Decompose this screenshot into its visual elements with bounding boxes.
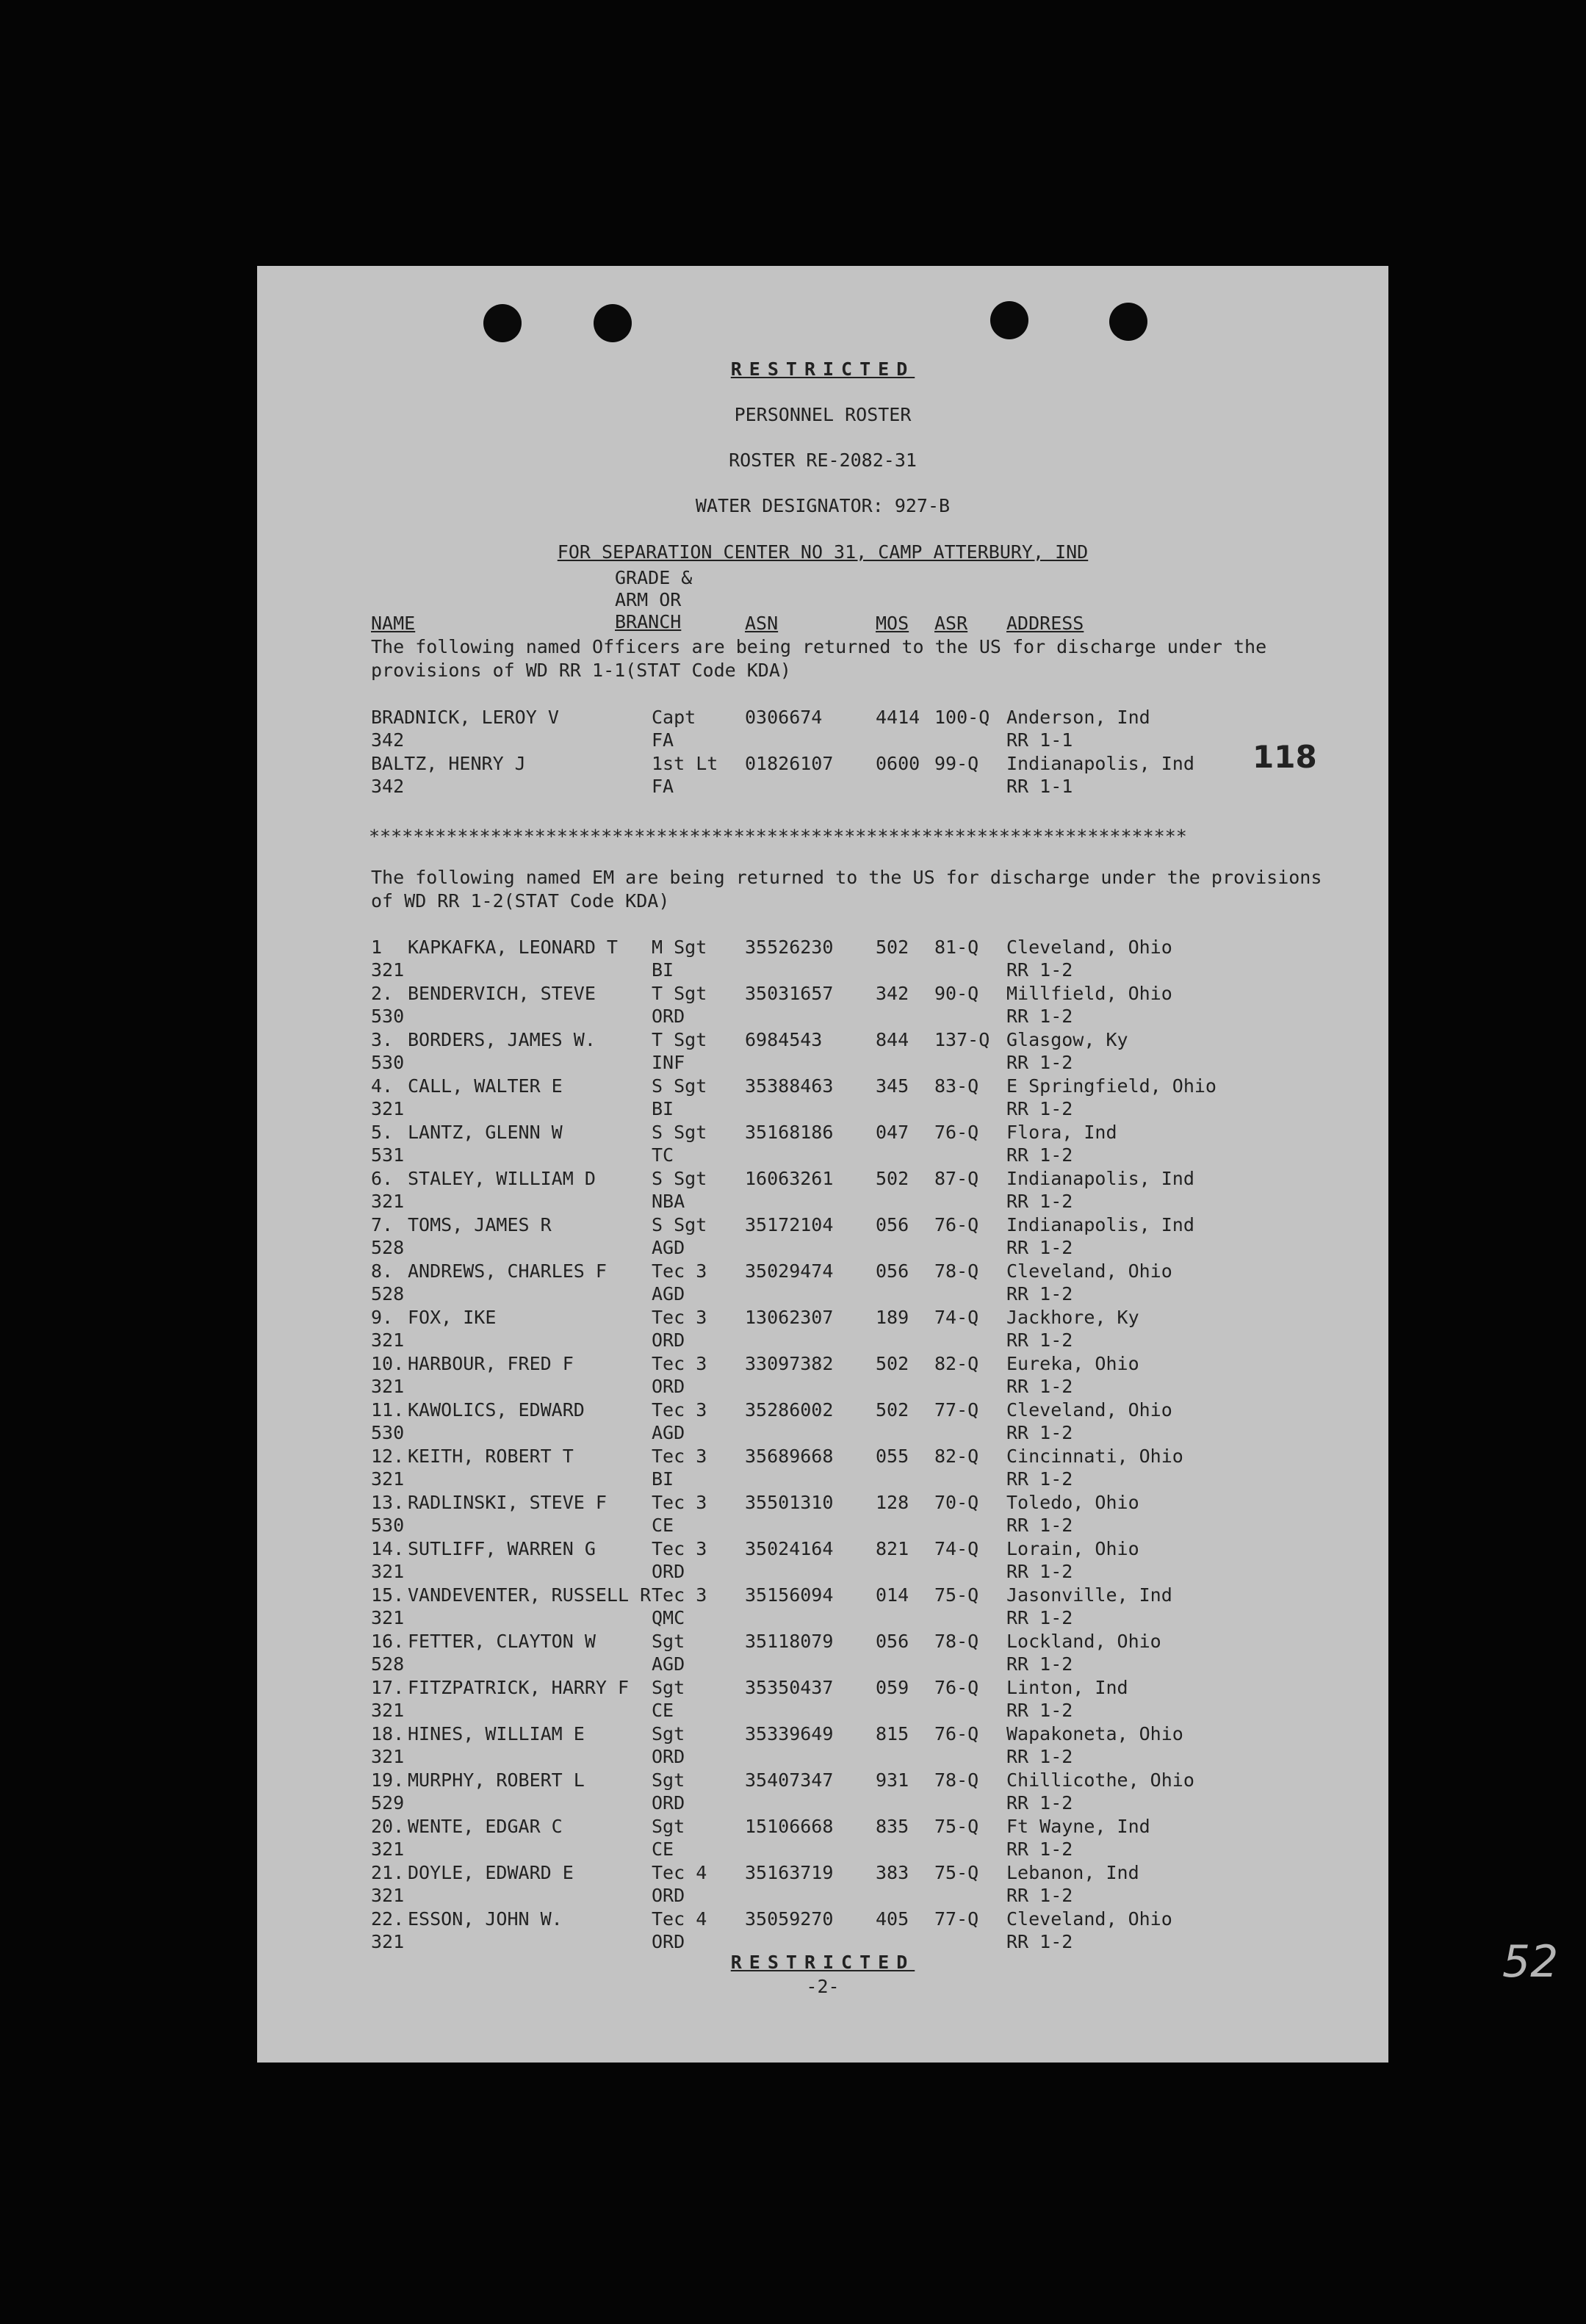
em-mos: 821: [876, 1538, 909, 1559]
em-branch: CE: [652, 1515, 674, 1536]
em-number: 11.: [371, 1399, 405, 1421]
em-code: 321: [371, 1746, 405, 1767]
em-branch: ORD: [652, 1376, 685, 1397]
officers-branch: FA: [652, 776, 674, 797]
em-number: 21.: [371, 1862, 405, 1883]
em-row: [257, 1584, 1388, 1631]
em-asr: 82-Q: [934, 1353, 979, 1374]
em-mos: 502: [876, 1353, 909, 1374]
em-address: Indianapolis, Ind: [1006, 1168, 1194, 1189]
officers-mos: 4414: [876, 707, 920, 728]
em-grade: T Sgt: [652, 983, 707, 1004]
em-address: Chillicothe, Ohio: [1006, 1769, 1194, 1791]
em-asr: 90-Q: [934, 983, 979, 1004]
em-rr: RR 1-2: [1006, 1052, 1073, 1073]
em-number: 19.: [371, 1769, 405, 1791]
em-rr: RR 1-2: [1006, 1746, 1073, 1767]
officers-code: 342: [371, 776, 405, 797]
em-branch: AGD: [652, 1422, 685, 1443]
classification-bottom: RESTRICTED: [730, 1952, 915, 1973]
roster-number: ROSTER RE-2082-31: [729, 450, 917, 471]
em-asn: 35339649: [745, 1723, 834, 1744]
em-asn: 33097382: [745, 1353, 834, 1374]
em-rr: RR 1-2: [1006, 1191, 1073, 1212]
em-address: Jasonville, Ind: [1006, 1584, 1172, 1606]
em-address: Cincinnati, Ohio: [1006, 1446, 1183, 1467]
officers-row: [257, 707, 1388, 754]
em-branch: BI: [652, 959, 674, 981]
em-asn: 35163719: [745, 1862, 834, 1883]
em-grade: Tec 4: [652, 1862, 707, 1883]
em-address: Lockland, Ohio: [1006, 1631, 1161, 1652]
officers-address: Anderson, Ind: [1006, 707, 1150, 728]
em-address: Eureka, Ohio: [1006, 1353, 1139, 1374]
em-address: Lorain, Ohio: [1006, 1538, 1139, 1559]
em-row: [257, 1307, 1388, 1354]
em-name: KAPKAFKA, LEONARD T: [408, 937, 618, 958]
punch-hole-1: [483, 304, 522, 342]
em-asn: 35388463: [745, 1075, 834, 1097]
em-rr: RR 1-2: [1006, 1515, 1073, 1536]
em-asr: 82-Q: [934, 1446, 979, 1467]
em-asr: 87-Q: [934, 1168, 979, 1189]
em-grade: M Sgt: [652, 937, 707, 958]
officers-name: BRADNICK, LEROY V: [371, 707, 559, 728]
em-asr: 74-Q: [934, 1307, 979, 1328]
em-address: Linton, Ind: [1006, 1677, 1128, 1698]
em-code: 321: [371, 1838, 405, 1860]
em-name: DOYLE, EDWARD E: [408, 1862, 574, 1883]
officers-asr: 99-Q: [934, 753, 979, 774]
em-branch: CE: [652, 1700, 674, 1721]
officers-row: [257, 753, 1388, 800]
em-address: Jackhore, Ky: [1006, 1307, 1139, 1328]
em-row: [257, 1075, 1388, 1122]
em-number: 18.: [371, 1723, 405, 1744]
em-asr: 75-Q: [934, 1816, 979, 1837]
em-address: Lebanon, Ind: [1006, 1862, 1139, 1883]
em-asr: 76-Q: [934, 1677, 979, 1698]
em-number: 7.: [371, 1214, 394, 1235]
em-branch: ORD: [652, 1561, 685, 1582]
em-asr: 83-Q: [934, 1075, 979, 1097]
em-asn: 35059270: [745, 1908, 834, 1930]
em-address: Glasgow, Ky: [1006, 1029, 1128, 1050]
em-rr: RR 1-2: [1006, 1885, 1073, 1906]
em-grade: Tec 3: [652, 1446, 707, 1467]
em-mos: 047: [876, 1122, 909, 1143]
em-number: 10.: [371, 1353, 405, 1374]
em-name: VANDEVENTER, RUSSELL R: [408, 1584, 652, 1606]
em-number: 2.: [371, 983, 394, 1004]
em-number: 14.: [371, 1538, 405, 1559]
em-asn: 35029474: [745, 1260, 834, 1282]
em-mos: 056: [876, 1260, 909, 1282]
document-title: PERSONNEL ROSTER: [734, 404, 912, 425]
em-asn: 35689668: [745, 1446, 834, 1467]
em-branch: ORD: [652, 1931, 685, 1952]
em-asn: 35407347: [745, 1769, 834, 1791]
em-grade: Tec 4: [652, 1908, 707, 1930]
col-asn: ASN: [745, 613, 779, 634]
officers-asn: 0306674: [745, 707, 823, 728]
em-branch: NBA: [652, 1191, 685, 1212]
officers-asr: 100-Q: [934, 707, 990, 728]
em-address: Flora, Ind: [1006, 1122, 1117, 1143]
em-name: MURPHY, ROBERT L: [408, 1769, 585, 1791]
em-row: [257, 1769, 1388, 1816]
em-rr: RR 1-2: [1006, 959, 1073, 981]
em-grade: Tec 3: [652, 1538, 707, 1559]
em-grade: S Sgt: [652, 1214, 707, 1235]
em-asr: 77-Q: [934, 1399, 979, 1421]
em-asr: 70-Q: [934, 1492, 979, 1513]
em-asr: 76-Q: [934, 1214, 979, 1235]
em-row: [257, 1862, 1388, 1909]
em-number: 9.: [371, 1307, 394, 1328]
officers-asn: 01826107: [745, 753, 834, 774]
em-intro: The following named EM are being returned to the US for discharge under the provisions of WD RR 1-2(STAT Code KDA): [371, 867, 1333, 912]
em-mos: 189: [876, 1307, 909, 1328]
em-mos: 405: [876, 1908, 909, 1930]
em-asr: 74-Q: [934, 1538, 979, 1559]
em-rr: RR 1-2: [1006, 1283, 1073, 1304]
em-row: [257, 1260, 1388, 1307]
em-rr: RR 1-2: [1006, 1468, 1073, 1490]
em-asn: 35286002: [745, 1399, 834, 1421]
em-grade: Tec 3: [652, 1353, 707, 1374]
em-grade: Tec 3: [652, 1260, 707, 1282]
em-row: [257, 1908, 1388, 1955]
officers-grade: Capt: [652, 707, 696, 728]
em-code: 528: [371, 1653, 405, 1675]
em-number: 20.: [371, 1816, 405, 1837]
em-branch: AGD: [652, 1237, 685, 1258]
em-name: BORDERS, JAMES W.: [408, 1029, 596, 1050]
em-rr: RR 1-2: [1006, 1792, 1073, 1814]
em-name: LANTZ, GLENN W: [408, 1122, 563, 1143]
em-asn: 35501310: [745, 1492, 834, 1513]
em-rr: RR 1-2: [1006, 1144, 1073, 1166]
em-name: KEITH, ROBERT T: [408, 1446, 574, 1467]
em-asn: 35031657: [745, 983, 834, 1004]
em-branch: ORD: [652, 1746, 685, 1767]
em-mos: 056: [876, 1214, 909, 1235]
em-code: 529: [371, 1792, 405, 1814]
em-asn: 35168186: [745, 1122, 834, 1143]
em-code: 528: [371, 1283, 405, 1304]
em-code: 530: [371, 1422, 405, 1443]
em-mos: 055: [876, 1446, 909, 1467]
punch-hole-3: [990, 301, 1028, 339]
em-mos: 931: [876, 1769, 909, 1791]
separator-line: **************************************************************************: [369, 826, 1187, 847]
em-asr: 78-Q: [934, 1769, 979, 1791]
em-branch: ORD: [652, 1329, 685, 1351]
em-number: 6.: [371, 1168, 394, 1189]
em-number: 16.: [371, 1631, 405, 1652]
officers-rr: RR 1-1: [1006, 776, 1073, 797]
em-branch: ORD: [652, 1006, 685, 1027]
em-rr: RR 1-2: [1006, 1237, 1073, 1258]
em-grade: Tec 3: [652, 1492, 707, 1513]
officers-name: BALTZ, HENRY J: [371, 753, 526, 774]
em-address: E Springfield, Ohio: [1006, 1075, 1216, 1097]
em-mos: 014: [876, 1584, 909, 1606]
em-code: 321: [371, 1376, 405, 1397]
em-address: Cleveland, Ohio: [1006, 1908, 1172, 1930]
em-number: 12.: [371, 1446, 405, 1467]
em-code: 321: [371, 959, 405, 981]
em-number: 5.: [371, 1122, 394, 1143]
em-rr: RR 1-2: [1006, 1561, 1073, 1582]
em-number: 22.: [371, 1908, 405, 1930]
em-grade: Sgt: [652, 1769, 685, 1791]
em-rr: RR 1-2: [1006, 1329, 1073, 1351]
water-designator: WATER DESIGNATOR: 927-B: [695, 495, 951, 516]
em-branch: CE: [652, 1838, 674, 1860]
em-grade: Sgt: [652, 1723, 685, 1744]
em-asr: 81-Q: [934, 937, 979, 958]
page-number: -2-: [806, 1976, 840, 1997]
officers-address: Indianapolis, Ind: [1006, 753, 1194, 774]
em-code: 531: [371, 1144, 405, 1166]
em-number: 1: [371, 937, 383, 958]
em-row: [257, 937, 1388, 984]
em-branch: TC: [652, 1144, 674, 1166]
em-row: [257, 1538, 1388, 1585]
em-row: [257, 1446, 1388, 1493]
em-row: [257, 1677, 1388, 1724]
em-name: STALEY, WILLIAM D: [408, 1168, 596, 1189]
em-row: [257, 1029, 1388, 1076]
em-mos: 815: [876, 1723, 909, 1744]
officers-grade: 1st Lt: [652, 753, 718, 774]
em-branch: ORD: [652, 1885, 685, 1906]
em-grade: T Sgt: [652, 1029, 707, 1050]
em-address: Cleveland, Ohio: [1006, 1399, 1172, 1421]
classification-top: RESTRICTED: [730, 358, 915, 380]
em-mos: 059: [876, 1677, 909, 1698]
em-rr: RR 1-2: [1006, 1607, 1073, 1628]
em-code: 321: [371, 1329, 405, 1351]
em-asn: 13062307: [745, 1307, 834, 1328]
em-number: 3.: [371, 1029, 394, 1050]
officers-intro: The following named Officers are being returned to the US for discharge under the provisions of WD RR 1-1(STAT Code KDA): [371, 636, 1278, 681]
em-name: KAWOLICS, EDWARD: [408, 1399, 585, 1421]
em-mos: 128: [876, 1492, 909, 1513]
em-name: HARBOUR, FRED F: [408, 1353, 574, 1374]
em-grade: S Sgt: [652, 1168, 707, 1189]
em-code: 321: [371, 1191, 405, 1212]
em-name: CALL, WALTER E: [408, 1075, 563, 1097]
em-asr: 78-Q: [934, 1631, 979, 1652]
em-mos: 345: [876, 1075, 909, 1097]
em-mos: 502: [876, 1399, 909, 1421]
em-address: Cleveland, Ohio: [1006, 1260, 1172, 1282]
officers-rr: RR 1-1: [1006, 729, 1073, 751]
em-row: [257, 1353, 1388, 1400]
em-rr: RR 1-2: [1006, 1376, 1073, 1397]
em-grade: Tec 3: [652, 1307, 707, 1328]
punch-hole-2: [594, 304, 632, 342]
em-asn: 15106668: [745, 1816, 834, 1837]
em-name: FETTER, CLAYTON W: [408, 1631, 596, 1652]
col-mos: MOS: [876, 613, 909, 634]
em-number: 8.: [371, 1260, 394, 1282]
em-asr: 76-Q: [934, 1723, 979, 1744]
em-branch: INF: [652, 1052, 685, 1073]
em-row: [257, 1399, 1388, 1446]
em-code: 530: [371, 1515, 405, 1536]
em-number: 15.: [371, 1584, 405, 1606]
em-code: 528: [371, 1237, 405, 1258]
em-code: 321: [371, 1700, 405, 1721]
em-asr: 76-Q: [934, 1122, 979, 1143]
em-name: FOX, IKE: [408, 1307, 497, 1328]
em-rr: RR 1-2: [1006, 1006, 1073, 1027]
em-grade: Sgt: [652, 1631, 685, 1652]
em-code: 321: [371, 1931, 405, 1952]
em-asr: 78-Q: [934, 1260, 979, 1282]
em-asn: 35118079: [745, 1631, 834, 1652]
em-grade: Tec 3: [652, 1584, 707, 1606]
em-row: [257, 1492, 1388, 1539]
em-mos: 835: [876, 1816, 909, 1837]
em-mos: 342: [876, 983, 909, 1004]
em-row: [257, 1631, 1388, 1678]
em-row: [257, 1816, 1388, 1863]
officers-code: 342: [371, 729, 405, 751]
em-code: 530: [371, 1052, 405, 1073]
em-mos: 502: [876, 937, 909, 958]
em-name: SUTLIFF, WARREN G: [408, 1538, 596, 1559]
em-branch: BI: [652, 1468, 674, 1490]
em-row: [257, 1168, 1388, 1215]
em-name: HINES, WILLIAM E: [408, 1723, 585, 1744]
em-asr: 75-Q: [934, 1584, 979, 1606]
em-grade: Sgt: [652, 1816, 685, 1837]
separation-center: FOR SEPARATION CENTER NO 31, CAMP ATTERBURY, IND: [557, 541, 1089, 563]
em-address: Toledo, Ohio: [1006, 1492, 1139, 1513]
em-row: [257, 1214, 1388, 1261]
em-rr: RR 1-2: [1006, 1838, 1073, 1860]
em-rr: RR 1-2: [1006, 1653, 1073, 1675]
em-name: RADLINSKI, STEVE F: [408, 1492, 607, 1513]
em-rr: RR 1-2: [1006, 1098, 1073, 1119]
em-branch: AGD: [652, 1283, 685, 1304]
em-asn: 6984543: [745, 1029, 823, 1050]
em-name: ESSON, JOHN W.: [408, 1908, 563, 1930]
col-address: ADDRESS: [1006, 613, 1084, 634]
em-asr: 137-Q: [934, 1029, 990, 1050]
em-row: [257, 983, 1388, 1030]
em-number: 17.: [371, 1677, 405, 1698]
em-code: 321: [371, 1885, 405, 1906]
roster-page: [257, 266, 1388, 2063]
em-name: FITZPATRICK, HARRY F: [408, 1677, 630, 1698]
em-grade: S Sgt: [652, 1075, 707, 1097]
em-name: ANDREWS, CHARLES F: [408, 1260, 607, 1282]
em-asr: 77-Q: [934, 1908, 979, 1930]
em-mos: 383: [876, 1862, 909, 1883]
pencil-mark: 52: [1502, 1936, 1559, 1988]
side-number: 118: [1252, 739, 1317, 775]
em-row: [257, 1122, 1388, 1169]
em-code: 321: [371, 1607, 405, 1628]
em-branch: BI: [652, 1098, 674, 1119]
em-rr: RR 1-2: [1006, 1931, 1073, 1952]
em-asn: 35172104: [745, 1214, 834, 1235]
punch-hole-4: [1109, 303, 1147, 341]
em-grade: S Sgt: [652, 1122, 707, 1143]
em-address: Wapakoneta, Ohio: [1006, 1723, 1183, 1744]
em-grade: Sgt: [652, 1677, 685, 1698]
em-grade: Tec 3: [652, 1399, 707, 1421]
em-number: 13.: [371, 1492, 405, 1513]
col-grade: GRADE & ARM OR BRANCH: [615, 567, 693, 632]
col-asr: ASR: [934, 613, 968, 634]
em-branch: QMC: [652, 1607, 685, 1628]
em-name: WENTE, EDGAR C: [408, 1816, 563, 1837]
col-name: NAME: [371, 613, 416, 634]
em-rr: RR 1-2: [1006, 1700, 1073, 1721]
em-code: 321: [371, 1468, 405, 1490]
em-number: 4.: [371, 1075, 394, 1097]
em-mos: 502: [876, 1168, 909, 1189]
em-asn: 35156094: [745, 1584, 834, 1606]
em-address: Millfield, Ohio: [1006, 983, 1172, 1004]
em-asn: 35526230: [745, 937, 834, 958]
em-code: 530: [371, 1006, 405, 1027]
em-row: [257, 1723, 1388, 1770]
em-address: Indianapolis, Ind: [1006, 1214, 1194, 1235]
em-name: BENDERVICH, STEVE: [408, 983, 596, 1004]
officers-branch: FA: [652, 729, 674, 751]
em-code: 321: [371, 1098, 405, 1119]
em-mos: 844: [876, 1029, 909, 1050]
em-name: TOMS, JAMES R: [408, 1214, 552, 1235]
officers-mos: 0600: [876, 753, 920, 774]
em-code: 321: [371, 1561, 405, 1582]
em-address: Ft Wayne, Ind: [1006, 1816, 1150, 1837]
em-rr: RR 1-2: [1006, 1422, 1073, 1443]
em-address: Cleveland, Ohio: [1006, 937, 1172, 958]
em-mos: 056: [876, 1631, 909, 1652]
em-asn: 35350437: [745, 1677, 834, 1698]
em-asn: 35024164: [745, 1538, 834, 1559]
em-branch: AGD: [652, 1653, 685, 1675]
em-asr: 75-Q: [934, 1862, 979, 1883]
em-branch: ORD: [652, 1792, 685, 1814]
em-asn: 16063261: [745, 1168, 834, 1189]
